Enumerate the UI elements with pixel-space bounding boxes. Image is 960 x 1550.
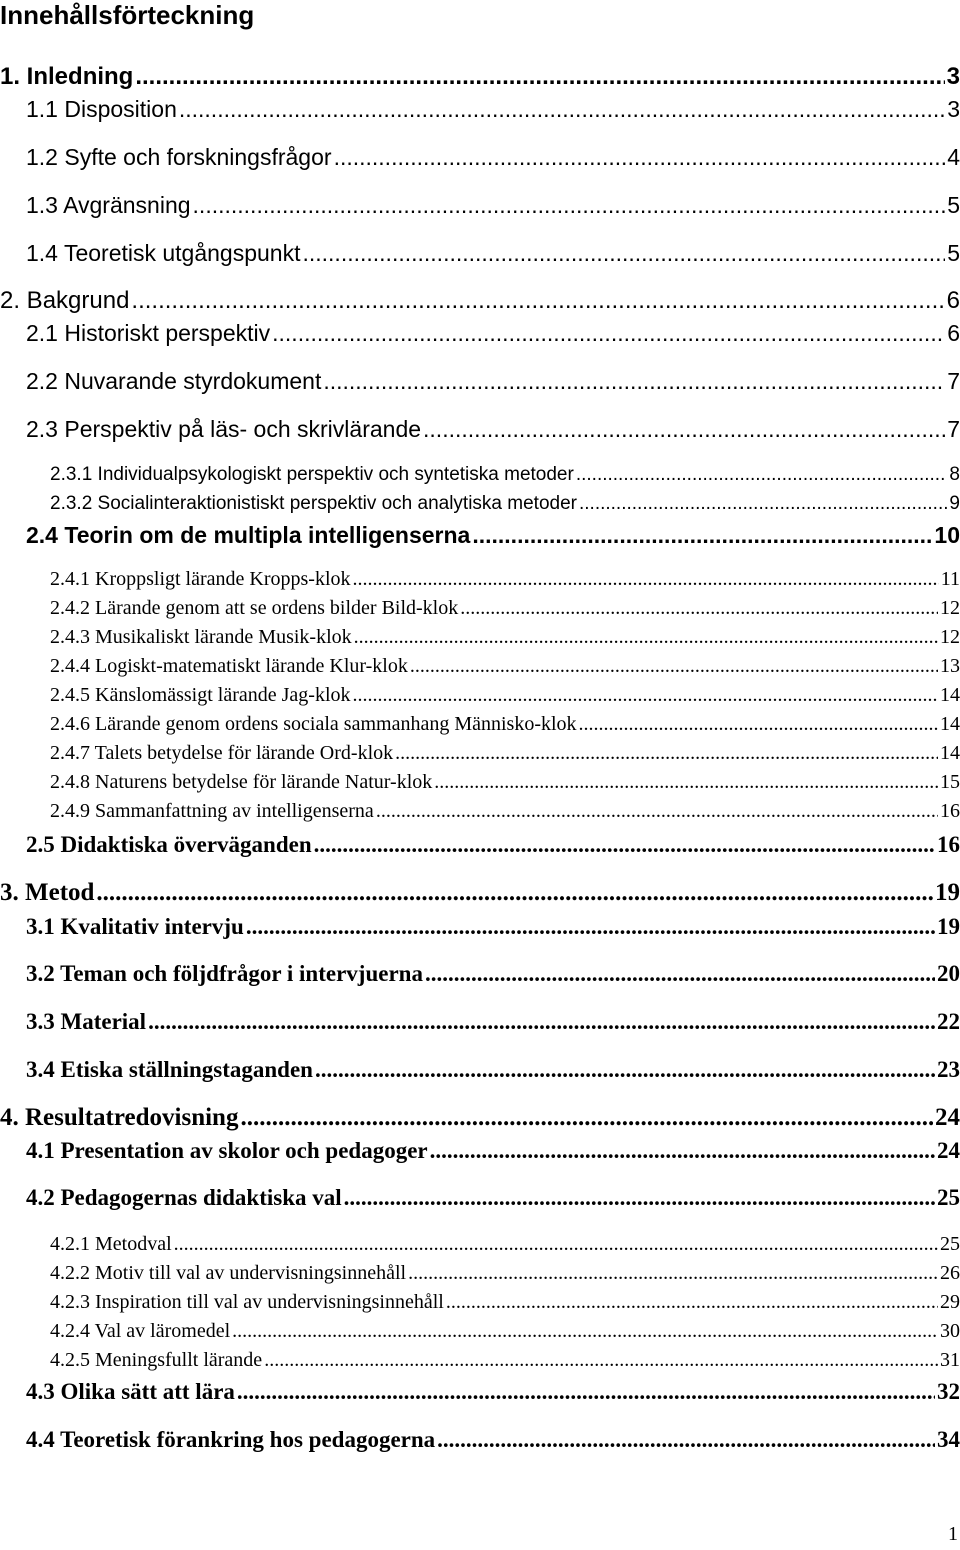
toc-page-number: 14: [940, 713, 960, 735]
toc-page-number: 12: [940, 626, 960, 648]
toc-entry[interactable]: [26, 1377, 960, 1407]
toc-dot-leader: [135, 62, 944, 92]
toc-page-number: 24: [935, 1104, 960, 1131]
toc-dot-leader: [376, 798, 938, 824]
toc-entry[interactable]: [50, 462, 960, 488]
toc-entry[interactable]: [50, 1347, 960, 1373]
toc-dot-leader: [96, 878, 933, 908]
toc-entry-title: 2.2 Nuvarande styrdokument: [26, 368, 322, 394]
toc-entry[interactable]: [50, 566, 960, 592]
toc-entry[interactable]: [26, 1425, 960, 1455]
toc-entry-title: 2.4 Teorin om de multipla intelligenserna: [26, 522, 471, 548]
toc-entry-title: 4.2.2 Motiv till val av undervisningsinnehåll: [50, 1262, 407, 1284]
toc-page-number: 31: [940, 1349, 960, 1371]
toc-page-number: 26: [940, 1262, 960, 1284]
toc-entry-title: 2.4.1 Kroppsligt lärande Kropps-klok: [50, 568, 351, 590]
toc-dot-leader: [353, 566, 939, 592]
toc-page-number: 8: [949, 464, 960, 485]
toc-dot-leader: [576, 462, 948, 488]
toc-entry-title: 2. Bakgrund: [0, 287, 130, 314]
toc-dot-leader: [344, 1183, 935, 1213]
toc-entry[interactable]: [50, 624, 960, 650]
toc-page-number: 34: [937, 1427, 960, 1452]
toc-entry-title: 4. Resultatredovisning: [0, 1104, 239, 1131]
toc-dot-leader: [408, 1260, 938, 1286]
toc-dot-leader: [434, 769, 938, 795]
toc-dot-leader: [315, 1055, 935, 1085]
toc-page-number: 7: [947, 368, 960, 394]
toc-entry-title: 2.3.2 Socialinteraktionistiskt perspektiv och analytiska metoder: [50, 493, 577, 514]
toc-entry-title: 1.1 Disposition: [26, 96, 177, 122]
toc-entry[interactable]: [50, 769, 960, 795]
toc-entry-title: 3.1 Kvalitativ intervju: [26, 914, 244, 939]
toc-page-number: 7: [947, 416, 960, 442]
toc-entry[interactable]: [50, 1318, 960, 1344]
toc-entry[interactable]: [50, 1260, 960, 1286]
toc-entry[interactable]: [26, 520, 960, 550]
toc-page-number: 9: [949, 493, 960, 514]
toc-page-number: 5: [947, 240, 960, 266]
toc-dot-leader: [334, 142, 946, 172]
toc-entry[interactable]: [0, 62, 960, 92]
toc-page-number: 20: [937, 961, 960, 986]
toc-entry[interactable]: [50, 653, 960, 679]
toc-entry-title: 4.2.5 Meningsfullt lärande: [50, 1349, 263, 1371]
toc-page-number: 14: [940, 684, 960, 706]
toc-page-number: 15: [940, 771, 960, 793]
toc-entry-title: 2.4.5 Känslomässigt lärande Jag-klok: [50, 684, 351, 706]
toc-dot-leader: [437, 1425, 935, 1455]
toc-entry-title: 2.4.7 Talets betydelse för lärande Ord-klok: [50, 742, 394, 764]
toc-dot-leader: [472, 520, 932, 550]
toc-page-number: 22: [937, 1009, 960, 1034]
toc-page-number: 25: [937, 1185, 960, 1210]
page-number: 1: [948, 1523, 958, 1545]
toc-dot-leader: [430, 1136, 935, 1166]
toc-entry[interactable]: [50, 595, 960, 621]
toc-page-number: 14: [940, 742, 960, 764]
toc-dot-leader: [264, 1347, 938, 1373]
toc-dot-leader: [460, 595, 938, 621]
toc-entry[interactable]: [50, 682, 960, 708]
toc-entry[interactable]: [26, 94, 960, 124]
toc-entry-title: 2.4.4 Logiskt-matematiskt lärande Klur-klok: [50, 655, 408, 677]
toc-entry[interactable]: [26, 1007, 960, 1037]
toc-entry-title: 4.1 Presentation av skolor och pedagoger: [26, 1138, 428, 1163]
toc-entry[interactable]: [0, 286, 960, 316]
toc-page-number: 23: [937, 1057, 960, 1082]
toc-page-number: 4: [947, 144, 960, 170]
toc-entry[interactable]: [50, 798, 960, 824]
toc-page-number: 3: [946, 63, 960, 90]
toc-dot-leader: [395, 740, 938, 766]
toc-entry-title: 4.2 Pedagogernas didaktiska val: [26, 1185, 342, 1210]
toc-entry-title: 2.4.9 Sammanfattning av intelligenserna: [50, 800, 374, 822]
toc-dot-leader: [148, 1007, 935, 1037]
toc-entry-title: 1.3 Avgränsning: [26, 192, 191, 218]
toc-page-number: 29: [940, 1291, 960, 1313]
toc-entry[interactable]: [26, 366, 960, 396]
toc-dot-leader: [323, 366, 945, 396]
toc-dot-leader: [410, 653, 938, 679]
toc-page-number: 11: [940, 568, 960, 590]
toc-dot-leader: [237, 1377, 935, 1407]
toc-dot-leader: [353, 682, 939, 708]
toc-entry-title: 2.4.3 Musikaliskt lärande Musik-klok: [50, 626, 352, 648]
toc-entry-title: 1. Inledning: [0, 63, 134, 90]
toc-entry[interactable]: [26, 190, 960, 220]
toc-page-number: 19: [937, 914, 960, 939]
toc-dot-leader: [131, 286, 944, 316]
toc-heading: Innehållsförteckning: [0, 0, 255, 30]
toc-entry-title: 2.3 Perspektiv på läs- och skrivlärande: [26, 416, 422, 442]
toc-page-number: 25: [940, 1233, 960, 1255]
toc-entry-title: 2.1 Historiskt perspektiv: [26, 320, 271, 346]
toc-entry[interactable]: [26, 1183, 960, 1213]
toc-entry-title: 1.4 Teoretisk utgångspunkt: [26, 240, 301, 266]
toc-entry-title: 2.4.8 Naturens betydelse för lärande Natur-klok: [50, 771, 433, 793]
toc-page-number: 19: [935, 879, 960, 906]
toc-entry[interactable]: [50, 740, 960, 766]
toc-entry[interactable]: [26, 238, 960, 268]
toc-entry-title: 4.2.1 Metodval: [50, 1233, 172, 1255]
toc-entry[interactable]: [0, 878, 960, 908]
toc-dot-leader: [179, 94, 945, 124]
toc-dot-leader: [272, 318, 945, 348]
toc-entry-title: 3.4 Etiska ställningstaganden: [26, 1057, 313, 1082]
toc-entry[interactable]: [26, 318, 960, 348]
toc-page-number: 16: [940, 800, 960, 822]
toc-dot-leader: [232, 1318, 938, 1344]
toc-dot-leader: [246, 912, 935, 942]
toc-entry[interactable]: [50, 711, 960, 737]
toc-dot-leader: [446, 1289, 938, 1315]
toc-page-number: 13: [940, 655, 960, 677]
toc-dot-leader: [579, 491, 947, 517]
toc-entry-title: 2.4.2 Lärande genom att se ordens bilder Bild-klok: [50, 597, 459, 619]
toc-entry[interactable]: [50, 1289, 960, 1315]
toc-entry-title: 4.2.3 Inspiration till val av undervisningsinnehåll: [50, 1291, 444, 1313]
toc-entry[interactable]: [26, 1136, 960, 1166]
toc-dot-leader: [193, 190, 946, 220]
toc-entry-title: 4.4 Teoretisk förankring hos pedagogerna: [26, 1427, 436, 1452]
toc-entry-title: 4.3 Olika sätt att lära: [26, 1379, 235, 1404]
toc-dot-leader: [314, 830, 935, 860]
toc-entry-title: 2.3.1 Individualpsykologiskt perspektiv och syntetiska metoder: [50, 464, 574, 485]
toc-entry-title: 1.2 Syfte och forskningsfrågor: [26, 144, 332, 170]
toc-entry-title: 3. Metod: [0, 879, 95, 906]
toc-entry-title: 4.2.4 Val av läromedel: [50, 1320, 231, 1342]
toc-entry-title: 2.5 Didaktiska överväganden: [26, 832, 312, 857]
toc-page-number: 24: [937, 1138, 960, 1163]
toc-page-number: 16: [937, 832, 960, 857]
toc-entry-title: 2.4.6 Lärande genom ordens sociala sammanhang Människo-klok: [50, 713, 577, 735]
toc-entry[interactable]: [50, 491, 960, 517]
toc-entry-title: 3.2 Teman och följdfrågor i intervjuerna: [26, 961, 423, 986]
toc-dot-leader: [354, 624, 938, 650]
toc-entry[interactable]: [26, 1055, 960, 1085]
toc-dot-leader: [579, 711, 938, 737]
toc-page-number: 6: [947, 320, 960, 346]
toc-page-number: 30: [940, 1320, 960, 1342]
toc-page-number: 3: [947, 96, 960, 122]
toc-entry[interactable]: [0, 1103, 960, 1133]
toc-page-number: 6: [946, 287, 960, 314]
toc-page-number: 5: [947, 192, 960, 218]
toc-entry[interactable]: [26, 912, 960, 942]
toc-dot-leader: [302, 238, 945, 268]
toc-entry[interactable]: [26, 830, 960, 860]
toc-dot-leader: [425, 959, 935, 989]
toc-entry[interactable]: [26, 142, 960, 172]
toc-entry-title: 3.3 Material: [26, 1009, 147, 1034]
toc-dot-leader: [240, 1103, 933, 1133]
toc-dot-leader: [423, 414, 945, 444]
toc-entry[interactable]: [26, 414, 960, 444]
toc-page-number: 12: [940, 597, 960, 619]
toc-entry[interactable]: [50, 1231, 960, 1257]
toc-entry[interactable]: [26, 959, 960, 989]
toc-page-number: 10: [934, 522, 960, 548]
toc-page-number: 32: [937, 1379, 960, 1404]
toc-dot-leader: [174, 1231, 938, 1257]
